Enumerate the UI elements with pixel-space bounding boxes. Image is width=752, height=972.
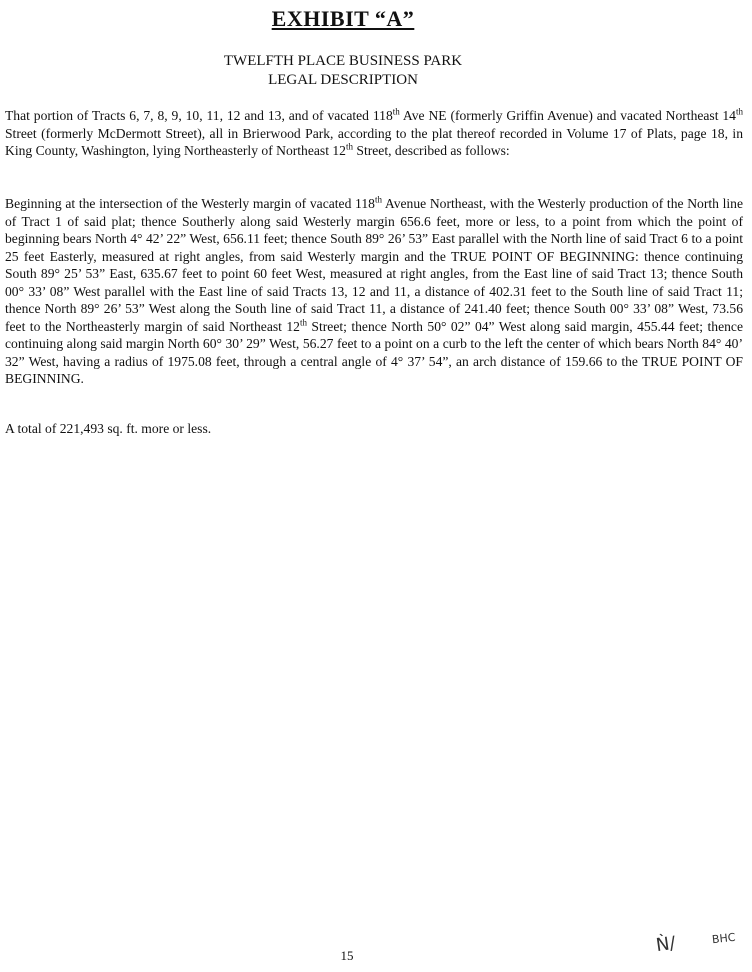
document-subtitle-line1: TWELFTH PLACE BUSINESS PARK: [223, 53, 463, 69]
area-total-paragraph: A total of 221,493 sq. ft. more or less.: [5, 421, 212, 436]
handwritten-initials-2: BHC: [711, 930, 737, 947]
page-number: 15: [340, 948, 354, 963]
document-subtitle-line2: LEGAL DESCRIPTION: [268, 72, 418, 88]
document-title: EXHIBIT “A”: [271, 6, 415, 31]
intro-paragraph: That portion of Tracts 6, 7, 8, 9, 10, 11, 12 and 13, and of vacated 118th Ave NE (formerly Griffin Avenue) and vacated Northeast 14th Street (formerly McDermott Street), all in Brierwood Park, according to the plat thereof recorded in Volume 17 of Plats, page 18, in King County, Washington, lying Northeasterly of Northeast 12th Street, described as follows:: [5, 106, 743, 158]
legal-description-paragraph: Beginning at the intersection of the Westerly margin of vacated 118th Avenue Northeast, with the Westerly production of the North line of Tract 1 of said plat; thence Southerly along said Westerly margin 656.6 feet, more or less, to a point from which the point of beginning bears North 4° 42’ 22” West, 656.11 feet; thence South 89° 26’ 53” East parallel with the North line of said Tract 6 to a point 25 feet Easterly, measured at right angles, from said Westerly margin and the TRUE POINT OF BEGINNING: thence continuing South 89° 25’ 53” East, 635.67 feet to point 60 feet West, measured at right angles, from the East line of said Tract 13; thence South 00° 33’ 08” West parallel with the East line of said Tracts 13, 12 and 11, a distance of 402.31 feet to the South line of said Tract 11; thence North 89° 26’ 53” West along the South line of said Tract 11, a distance of 241.40 feet; thence South 00° 33’ 08” West, 73.56 feet to the Northeasterly margin of said Northeast 12th Street; thence North 50° 02” 04” West along said margin, 455.44 feet; thence continuing along said margin North 60° 30’ 29” West, 56.27 feet to a point on a curb to the left the center of which bears North 84° 40’ 32” West, having a radius of 1975.08 feet, through a central angle of 4° 37’ 54”, an arch distance of 159.66 to the TRUE POINT OF BEGINNING.: [5, 194, 743, 386]
handwritten-initials-1: Ǹ/: [654, 932, 677, 957]
